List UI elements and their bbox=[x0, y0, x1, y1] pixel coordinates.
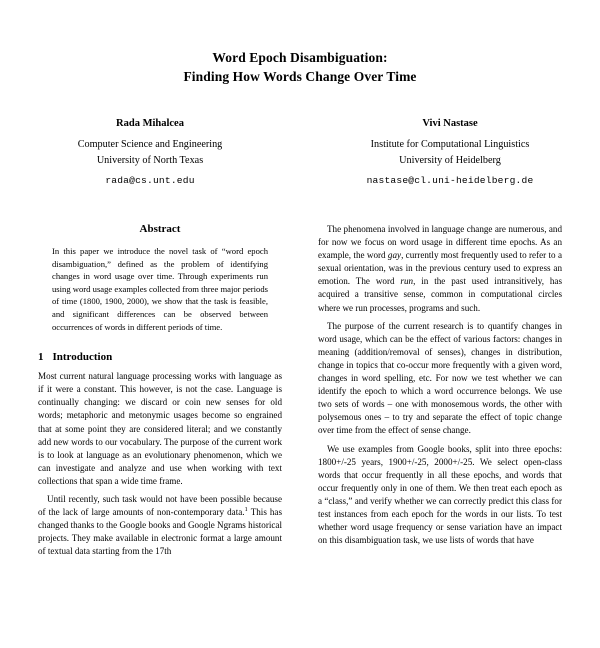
paragraph: We use examples from Google books, split into three epochs: 1800+/-25 years, 1900+/-25, 2000+/-25. We select open-class words that occur frequently in all these epochs, and words that occur frequently only in one of them. We then treat each epoch as a “class,” and verify whether we can correctly predict this class for test instances from each epoch for the words in our lists. To test whether word usage frequency or sense variation have an impact on this disambiguation task, we use lists of words that have bbox=[318, 443, 562, 546]
left-column bbox=[38, 223, 282, 563]
title-line-1: Word Epoch Disambiguation: bbox=[212, 50, 388, 65]
paragraph: Most current natural language processing works with language as if it were a constant. This however, is not the case. Language is continually changing: we discard or coin new senses for old words; metaphoric and metonymic usages become so engrained that at some point they are considered literal; and we constantly add new words to our vocabulary. The purpose of the current work is to look at language as an evolutionary phenomenon, which we can investigate and analyze and use when working with text collections that span a wide time frame. bbox=[38, 371, 282, 486]
paper-title bbox=[0, 48, 600, 86]
author-2-email: nastase@cl.uni-heidelberg.de bbox=[366, 174, 534, 186]
title-line-2: Finding How Words Change Over Time bbox=[183, 69, 417, 84]
author-1-name: Rada Mihalcea bbox=[116, 118, 184, 129]
abstract-text: In this paper we introduce the novel task of “word epoch disambiguation,” defined as the problem of identifying changes in word usage over time. Through experiments run using word usage examples collected from three major periods of time (1800, 1900, 2000), we show that the task is feasible, and significant differences can be observed between occurrences of words in different periods of time. bbox=[52, 246, 268, 332]
section-number: 1 bbox=[38, 351, 44, 364]
author-1-affiliation-line-2: University of North Texas bbox=[96, 155, 204, 166]
author-2-name: Vivi Nastase bbox=[422, 118, 478, 129]
paragraph: The phenomena involved in language change are numerous, and for now we focus on word usage in different time epochs. As an example, the word gay, currently most frequently used to refer to a sexual orientation, was in the previous century used to express an emotion. The word run, in the past used intransitively, has acquired a transitive sense, common in computational circles where we run processes, programs and such. bbox=[318, 224, 562, 313]
abstract-heading: Abstract bbox=[139, 223, 181, 235]
body-columns bbox=[0, 223, 600, 563]
author-2-affiliation-line-2: University of Heidelberg bbox=[399, 155, 501, 166]
author-2-affiliation-line-1: Institute for Computational Linguistics bbox=[370, 138, 530, 150]
author-1 bbox=[0, 116, 300, 189]
author-block bbox=[0, 116, 600, 189]
paper-page bbox=[0, 48, 600, 648]
author-1-affiliation-line-1: Computer Science and Engineering bbox=[77, 138, 223, 150]
author-2 bbox=[300, 116, 600, 189]
paragraph: The purpose of the current research is to quantify changes in word usage, which can be the effect of various factors: changes in meaning (addition/removal of senses), changes in distribution, change in topics that co-occur more frequently with a given word, changes in word spelling, etc. For now we test whether we can identify the epoch to which a word occurrence belongs. We use two sets of words – one with monosemous words, the other with polysemous ones – to try and separate the effect of topic change over time from the effect of sense change. bbox=[318, 320, 562, 436]
section-title: Introduction bbox=[52, 351, 113, 364]
right-column bbox=[318, 223, 562, 563]
author-1-email: rada@cs.unt.edu bbox=[105, 174, 195, 186]
paragraph: Until recently, such task would not have been possible because of the lack of large amounts of non-contemporary data.$^1$ This has changed thanks to the Google books and Google Ngrams historical projects. They make available in electronic format a large amount of textual data starting from the 17th bbox=[38, 494, 283, 557]
section-heading-introduction bbox=[38, 351, 282, 363]
